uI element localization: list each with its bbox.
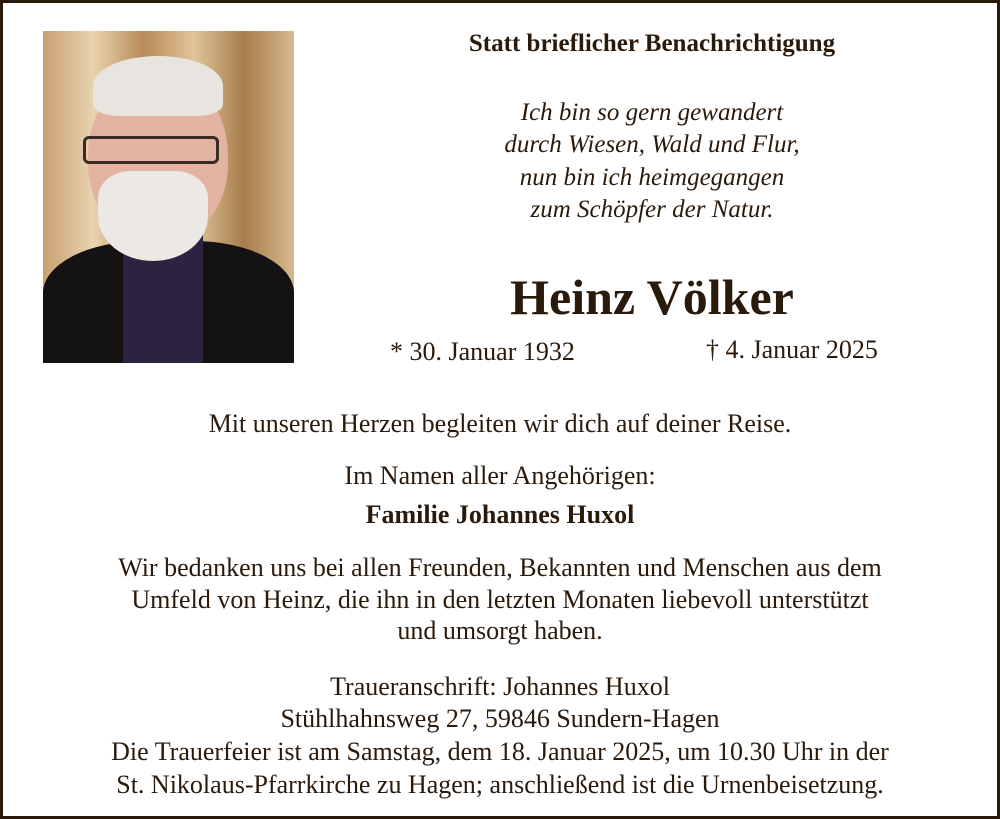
deceased-name: Heinz Völker bbox=[510, 269, 794, 325]
birth-date: * 30. Januar 1932 bbox=[390, 337, 575, 366]
on-behalf-text: Im Namen aller Angehörigen: bbox=[344, 461, 656, 490]
poem-line: Ich bin so gern gewandert bbox=[520, 99, 784, 126]
family-name: Familie Johannes Huxol bbox=[365, 500, 635, 529]
poem-line: nun bin ich heimgegangen bbox=[519, 164, 785, 191]
address-line: Stühlhahnsweg 27, 59846 Sundern-Hagen bbox=[280, 704, 720, 733]
thanks-line: und umsorgt haben. bbox=[397, 616, 603, 645]
poem-line: zum Schöpfer der Natur. bbox=[530, 196, 774, 223]
ceremony-line: St. Nikolaus-Pfarrkirche zu Hagen; anschließend ist die Urnenbeisetzung. bbox=[116, 770, 884, 799]
ceremony-line: Die Trauerfeier ist am Samstag, dem 18. Januar 2025, um 10.30 Uhr in der bbox=[111, 737, 889, 766]
death-date: † 4. Januar 2025 bbox=[706, 335, 878, 364]
header: Statt brieflicher Benachrichtigung bbox=[468, 30, 836, 57]
farewell-text: Mit unseren Herzen begleiten wir dich auf deiner Reise. bbox=[208, 409, 792, 438]
thanks-line: Wir bedanken uns bei allen Freunden, Bekannten und Menschen aus dem bbox=[118, 553, 882, 582]
address-line: Traueranschrift: Johannes Huxol bbox=[330, 672, 670, 701]
thanks-line: Umfeld von Heinz, die ihn in den letzten Monaten liebevoll unterstützt bbox=[131, 585, 869, 614]
poem-line: durch Wiesen, Wald und Flur, bbox=[504, 131, 800, 158]
portrait-photo bbox=[43, 31, 294, 363]
